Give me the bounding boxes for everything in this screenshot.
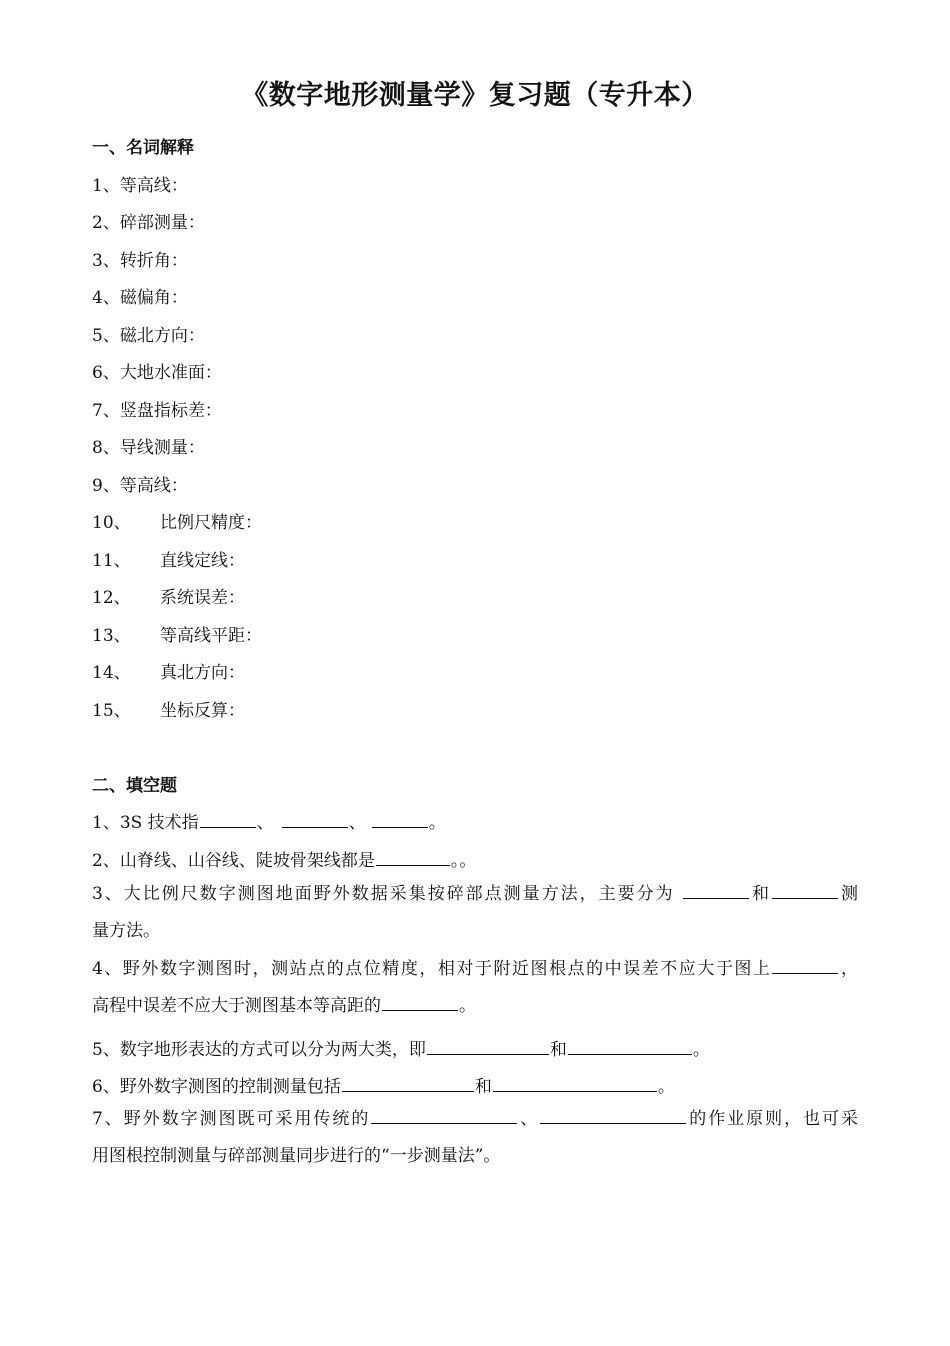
answer-blank[interactable] — [371, 1105, 517, 1124]
list-item: 9、等高线： — [92, 476, 188, 496]
list-item: 3、转折角： — [92, 251, 188, 271]
question-5: 5、数字地形表达的方式可以分为两大类，即 和 。 — [92, 1035, 710, 1060]
list-item: 12、 系统误差： — [92, 588, 245, 608]
answer-blank[interactable] — [200, 809, 256, 828]
answer-blank[interactable] — [683, 880, 749, 899]
answer-blank[interactable] — [493, 1073, 657, 1092]
question-6: 6、野外数字测图的控制测量包括 和 。 — [92, 1072, 675, 1097]
section-heading-definitions: 一、名词解释 — [92, 138, 194, 158]
answer-blank[interactable] — [282, 809, 348, 828]
list-item: 1、等高线： — [92, 176, 188, 196]
list-item: 8、导线测量： — [92, 438, 205, 458]
list-item: 13、 等高线平距： — [92, 626, 262, 646]
answer-blank[interactable] — [568, 1036, 692, 1055]
answer-blank[interactable] — [772, 880, 838, 899]
answer-blank[interactable] — [342, 1073, 474, 1092]
question-7: 7、野外数字测图既可采用传统的 、 的作业原则，也可采 用图根控制测量与碎部测量同步进行的“一步测量法”。 — [92, 1101, 858, 1175]
question-2: 2、山脊线、山谷线、陡坡骨架线都是 。。 — [92, 846, 476, 871]
answer-blank[interactable] — [427, 1036, 549, 1055]
list-item: 14、 真北方向： — [92, 663, 245, 683]
answer-blank[interactable] — [772, 955, 838, 974]
question-1: 1、3S 技术指 、 、 。 — [92, 808, 446, 833]
answer-blank[interactable] — [382, 992, 458, 1011]
list-item: 10、 比例尺精度： — [92, 513, 262, 533]
section-heading-fill-blanks: 二、填空题 — [92, 776, 177, 796]
question-4: 4、野外数字测图时，测站点的点位精度，相对于附近图根点的中误差不应大于图上 ， 高程中误差不应大于测图基本等高距的 。 — [92, 951, 858, 1025]
document-title: 《数字地形测量学》复习题（专升本） — [241, 80, 709, 111]
answer-blank[interactable] — [540, 1105, 686, 1124]
list-item: 11、 直线定线： — [92, 551, 245, 571]
list-item: 5、磁北方向： — [92, 326, 205, 346]
list-item: 7、竖盘指标差： — [92, 401, 222, 421]
question-3: 3、大比例尺数字测图地面野外数据采集按碎部点测量方法，主要分为 和 测 量方法。 — [92, 876, 858, 950]
list-item: 15、 坐标反算： — [92, 701, 245, 721]
answer-blank[interactable] — [376, 847, 450, 866]
list-item: 2、碎部测量： — [92, 213, 205, 233]
list-item: 6、大地水准面： — [92, 363, 222, 383]
answer-blank[interactable] — [372, 809, 428, 828]
list-item: 4、磁偏角： — [92, 288, 188, 308]
